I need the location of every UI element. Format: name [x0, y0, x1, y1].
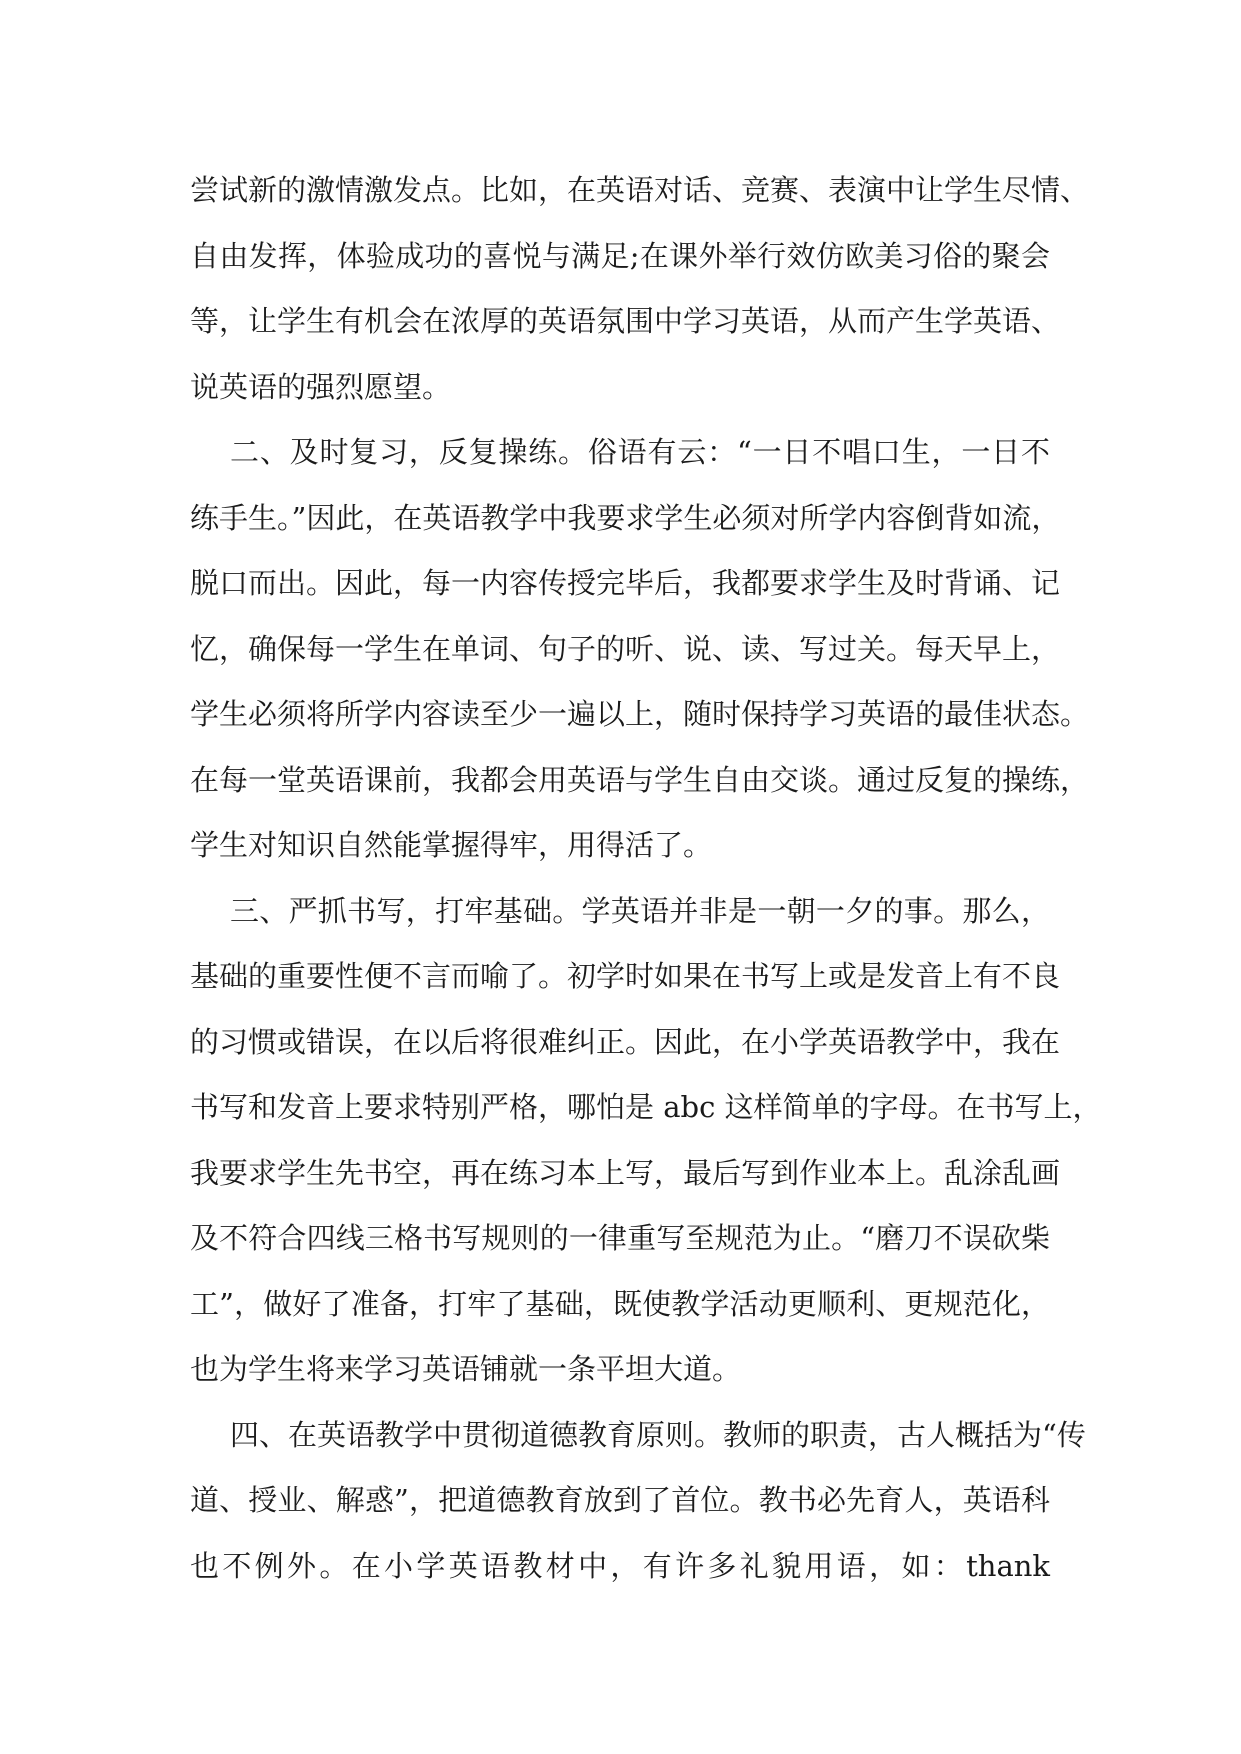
text-line: 自由发挥，体验成功的喜悦与满足;在课外举行效仿欧美习俗的聚会 — [190, 238, 1050, 273]
paragraph-3 — [190, 879, 1102, 1403]
text-line: 脱口而出。因此，每一内容传授完毕后，我都要求学生及时背诵、记 — [190, 566, 1061, 600]
text-line: 等，让学生有机会在浓厚的英语氛围中学习英语，从而产生学英语、 — [190, 304, 1061, 338]
text-line: 在每一堂英语课前，我都会用英语与学生自由交谈。通过反复的操练， — [190, 762, 1090, 797]
text-line: 四、在英语教学中贯彻道德教育原则。教师的职责，古人概括为“传 — [230, 1417, 1086, 1452]
text-line: 道、授业、解惑”，把道德教育放到了首位。教书必先育人，英语科 — [190, 1483, 1050, 1517]
paragraph-1 — [190, 158, 1090, 420]
text-line: 学生对知识自然能掌握得牢，用得活了。 — [190, 828, 713, 862]
body-text — [190, 158, 1102, 1599]
paragraph-4 — [190, 1403, 1086, 1600]
text-line: 尝试新的激情激发点。比如，在英语对话、竞赛、表演中让学生尽情、 — [190, 173, 1090, 207]
text-line: 及不符合四线三格书写规则的一律重写至规范为止。“磨刀不误砍柴 — [190, 1221, 1050, 1255]
text-line: 书写和发音上要求特别严格，哪怕是 abc 这样简单的字母。在书写上， — [190, 1090, 1102, 1124]
text-line: 基础的重要性便不言而喻了。初学时如果在书写上或是发音上有不良 — [190, 959, 1061, 993]
text-line: 说英语的强烈愿望。 — [190, 369, 452, 404]
paragraph-2 — [190, 420, 1090, 879]
text-line: 我要求学生先书空，再在练习本上写，最后写到作业本上。乱涂乱画 — [190, 1155, 1061, 1190]
text-line: 的习惯或错误，在以后将很难纠正。因此，在小学英语教学中，我在 — [190, 1024, 1061, 1059]
text-line: 练手生。”因此，在英语教学中我要求学生必须对所学内容倒背如流， — [190, 500, 1061, 535]
text-line: 三、严抓书写，打牢基础。学英语并非是一朝一夕的事。那么， — [230, 893, 1050, 928]
text-line: 也不例外。在小学英语教材中，有许多礼貌用语，如：thank — [190, 1548, 1050, 1583]
text-line: 学生必须将所学内容读至少一遍以上，随时保持学习英语的最佳状态。 — [190, 697, 1090, 731]
text-line: 忆，确保每一学生在单词、句子的听、说、读、写过关。每天早上， — [190, 631, 1061, 666]
text-line: 二、及时复习，反复操练。俗语有云：“一日不唱口生，一日不 — [230, 435, 1050, 469]
text-line: 也为学生将来学习英语铺就一条平坦大道。 — [190, 1352, 742, 1386]
text-line: 工”，做好了准备，打牢了基础，既使教学活动更顺利、更规范化， — [190, 1286, 1050, 1321]
